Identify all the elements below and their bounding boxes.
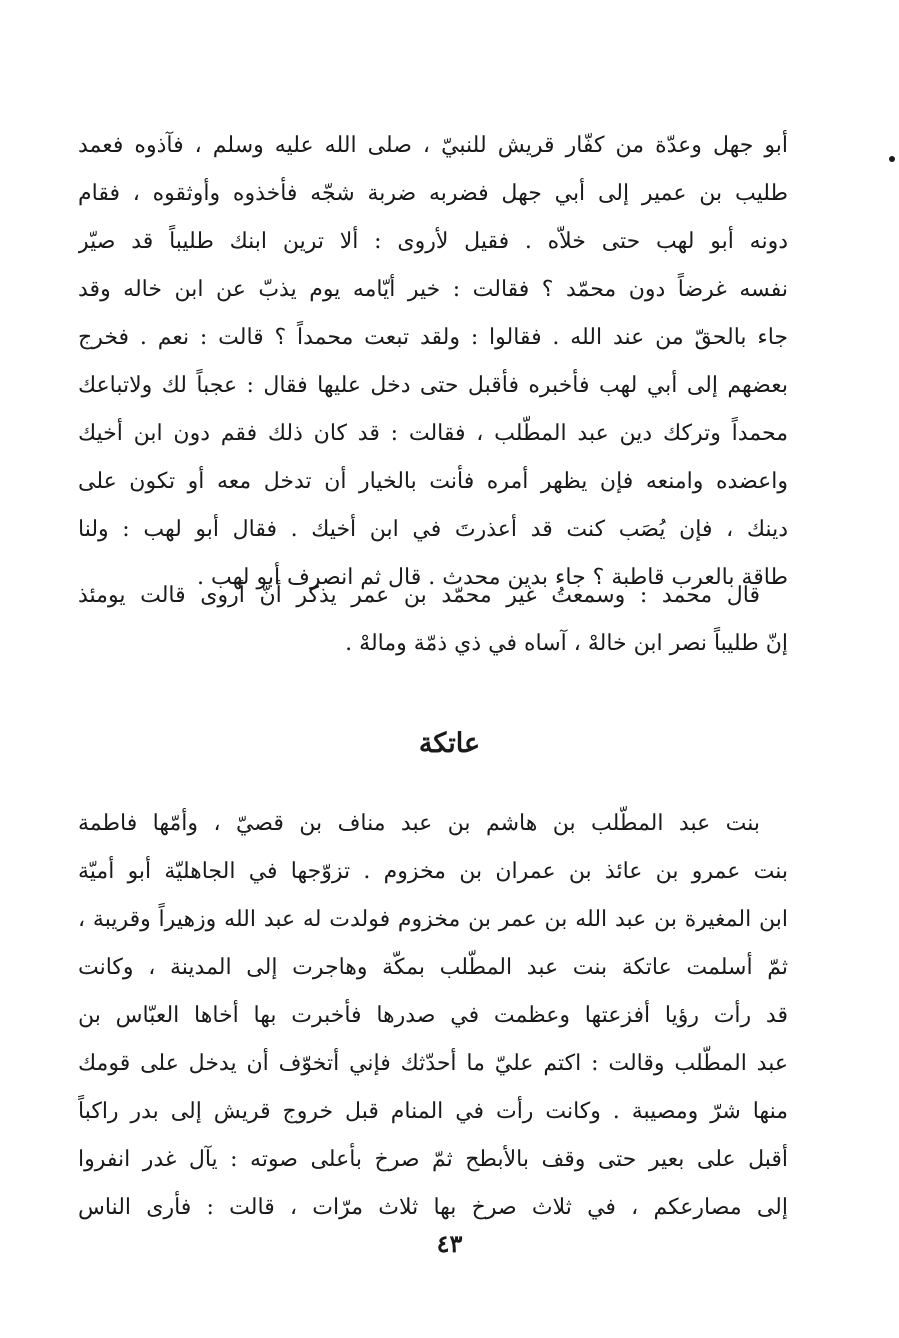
text-line: دونه أبو لهب حتى خلاّه . فقيل لأروى : ألا ترين ابنك طليباً قد صيّر: [78, 229, 788, 254]
paragraph-3: [78, 800, 788, 1232]
text-line: ابن المغيرة بن عبد الله بن عمر بن مخزوم فولدت له عبد الله وزهيراً وقريبة ،: [78, 907, 788, 932]
text-line: بعضهم إلى أبي لهب فأخبره فأقبل حتى دخل عليها فقال : عجباً لك ولاتباعك: [78, 373, 788, 398]
text-line: بنت عبد المطّلب بن هاشم بن عبد مناف بن قصيّ ، وأمّها فاطمة: [78, 811, 760, 836]
text-line: ثمّ أسلمت عاتكة بنت عبد المطّلب بمكّة وهاجرت إلى المدينة ، وكانت: [78, 955, 788, 980]
page-number: ٤٣: [436, 1229, 463, 1258]
text-line: نفسه غرضاً دون محمّد ؟ فقالت : خير أيّامه يوم يذبّ عن ابن خاله وقد: [78, 277, 788, 302]
margin-ink-mark: [889, 156, 895, 162]
text-line: عبد المطّلب وقالت : اكتم عليّ ما أحدّثك فإني أتخوّف أن يدخل على قومك: [78, 1051, 788, 1076]
text-line: قد رأت رؤيا أفزعتها وعظمت في صدرها فأخبرت بها أخاها العبّاس بن: [78, 1003, 788, 1028]
text-line: جاء بالحقّ من عند الله . فقالوا : ولقد تبعت محمداً ؟ قالت : نعم . فخرج: [78, 325, 788, 350]
text-line: منها شرّ ومصيبة . وكانت رأت في المنام قبل خروج قريش إلى بدر راكباً: [78, 1099, 788, 1124]
text-line: واعضده وامنعه فإن يظهر أمره فأنت بالخيار أن تدخل معه أو تكون على: [78, 469, 788, 494]
text-line: طليب بن عمير إلى أبي جهل فضربه ضربة شجّه فأخذوه وأوثقوه ، فقام: [78, 181, 788, 206]
verse-line: إنّ طليباً نصر ابن خالهْ ، آساه في ذي ذمّة ومالهْ .: [345, 631, 788, 656]
paragraph-2: [78, 572, 788, 668]
text-line: قال محمد : وسمعتُ غير محمّد بن عمر يذكر أنّ أروى قالت يومئذ: [78, 583, 760, 608]
text-line: بنت عمرو بن عائذ بن عمران بن مخزوم . تزوّجها في الجاهليّة أبو أميّة: [78, 859, 788, 884]
text-line: دينك ، فإن يُصَب كنت قد أعذرتَ في ابن أخيك . فقال أبو لهب : ولنا: [78, 517, 788, 542]
text-line: محمداً وتركك دين عبد المطّلب ، فقالت : قد كان ذلك فقم دون ابن أخيك: [78, 421, 788, 446]
text-line: إلى مصارعكم ، في ثلاث صرخ بها ثلاث مرّات ، قالت : فأرى الناس: [78, 1195, 788, 1220]
text-line: أقبل على بعير حتى وقف بالأبطح ثمّ صرخ بأعلى صوته : يآل غدر انفروا: [78, 1147, 788, 1172]
section-heading: عاتكة: [418, 728, 481, 759]
text-line: طاقة بالعرب قاطبة ؟ جاء بدين محدث . قال ثم انصرف أبو لهب .: [197, 565, 788, 590]
paragraph-1: [78, 122, 788, 602]
text-line: أبو جهل وعدّة من كفّار قريش للنبيّ ، صلى الله عليه وسلم ، فآذوه فعمد: [78, 133, 788, 158]
